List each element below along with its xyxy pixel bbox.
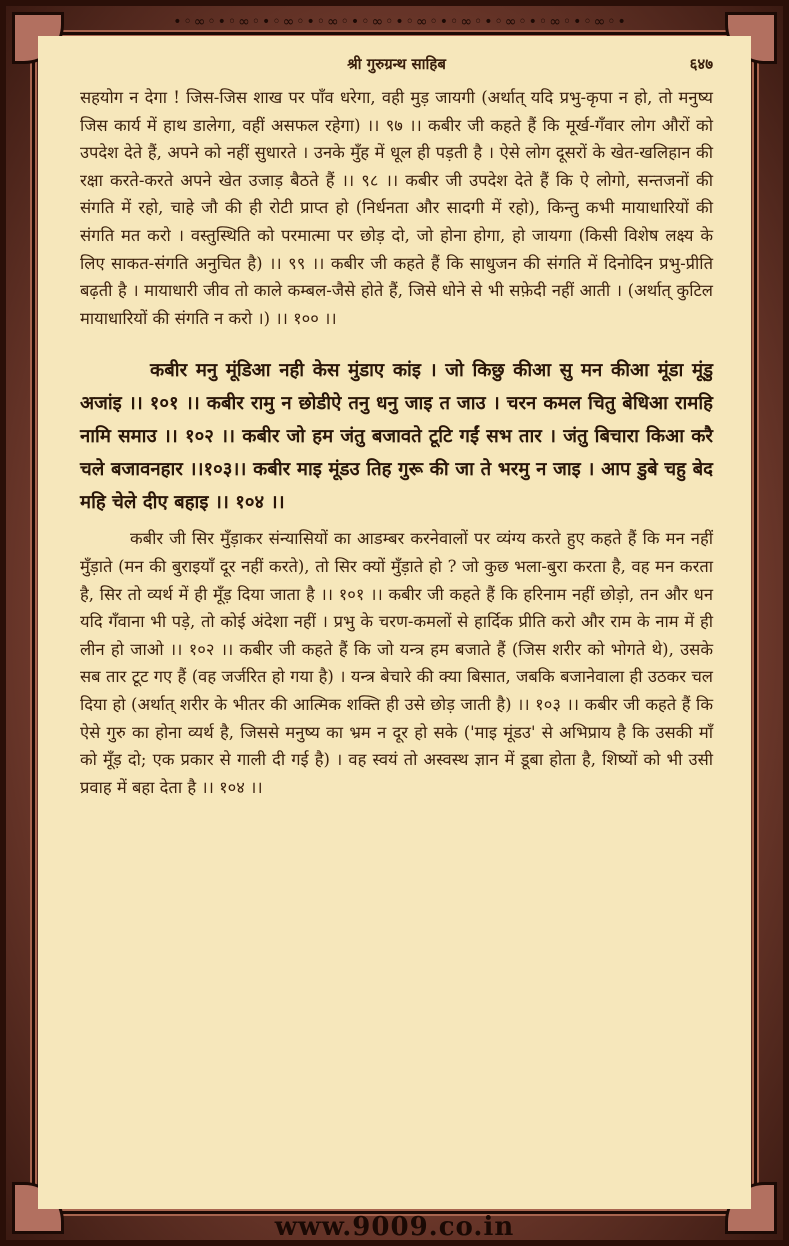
website-link[interactable]: www.9009.co.in xyxy=(274,1212,515,1242)
book-page xyxy=(38,36,751,1209)
page-header xyxy=(80,54,713,82)
verse-block: कबीर मनु मूंडिआ नही केस मुंडाए कांइ । जो किछु कीआ सु मन कीआ मूंडा मूंडु अजांइ ।। १०१ ।। कबीर रामु न छोडीऐ तनु धनु जाइ त जाउ । चरन कमल चितु बेधिआ रामहि नामि समाउ ।। १०२ ।। कबीर जो हम जंतु बजावते टूटि गईं सभ तार । जंतु बिचारा किआ करै चले बजावनहार ।।१०३।। कबीर माइ मूंडउ तिह गुरू की जा ते भरमु न जाइ । आप डुबे चहु बेद महि चेले दीए बहाइ ।। १०४ ।। xyxy=(80,360,713,514)
top-ornament: •◦∞◦•◦∞◦•◦∞◦•◦∞◦•◦∞◦•◦∞◦•◦∞◦•◦∞◦•◦∞◦•◦∞◦• xyxy=(173,14,628,30)
commentary-paragraph: सहयोग न देगा ! जिस-जिस शाख पर पाँव धरेगा, वही मुड़ जायगी (अर्थात् यदि प्रभु-कृपा न हो, तो मनुष्य जिस कार्य में हाथ डालेगा, वहीं असफल रहेगा) ।। ९७ ।। कबीर जी कहते हैं कि मूर्ख-गँवार लोग औरों को उपदेश देते हैं, अपने को नहीं सुधारते । उनके मुँह में धूल ही पड़ती है । ऐसे लोग दूसरों के खेत-खलिहान की रक्षा करते-करते अपने खेत उजाड़ बैठते हैं ।। ९८ ।। कबीर जी उपदेश देते हैं कि ऐ लोगो, सन्तजनों की संगति में रहो, चाहे जौ की ही रोटी प्राप्त हो (निर्धनता और सादगी में रहो), किन्तु कभी मायाधारियों की संगति मत करो । वस्तुस्थिति को परमात्मा पर छोड़ दो, जो होना होगा, हो जायगा (किसी विशेष लक्ष्य के लिए साकत-संगति अनुचित है) ।। ९९ ।। कबीर जी कहते हैं कि साधुजन की संगति में दिनोदिन प्रभु-प्रीति बढ़ती है । मायाधारी जीव तो काले कम्बल-जैसे होते हैं, जिसे धोने से भी सफ़ेदी नहीं आती । (अर्थात् कुटिल मायाधारियों की संगति न करो ।) ।। १०० ।। xyxy=(80,88,713,328)
page-number: ६४७ xyxy=(689,55,713,73)
commentary-paragraph: कबीर जी सिर मुँड़ाकर संन्यासियों का आडम्बर करनेवालों पर व्यंग्य करते हुए कहते हैं कि मन नहीं मुँड़ाते (मन की बुराइयाँ दूर नहीं करते), तो सिर क्यों मुँड़ाते हो ? जो कुछ भला-बुरा करता है, वह मन करता है, सिर तो व्यर्थ में ही मूँड़ दिया जाता है ।। १०१ ।। कबीर जी कहते हैं कि हरिनाम नहीं छोड़ो, तन और धन यदि गँवाना भी पड़े, तो कोई अंदेशा नहीं । प्रभु के चरण-कमलों से हार्दिक प्रीति करो और राम के नाम में ही लीन हो जाओ ।। १०२ ।। कबीर जी कहते हैं कि जो यन्त्र हम बजाते हैं (जिस शरीर को भोगते थे), उसके सब तार टूट गए हैं (वह जर्जरित हो गया है) । यन्त्र बेचारे की क्या बिसात, जबकि बजानेवाला ही उठकर चल दिया हो (अर्थात् शरीर के भीतर की आत्मिक शक्ति ही उसे छोड़ जाती है) ।। १०३ ।। कबीर जी कहते हैं कि ऐसे गुरु का होना व्यर्थ है, जिससे मनुष्य का भ्रम न दूर हो सके ('माइ मूंडउ' से अभिप्राय है कि उसकी माँ को मूँड़ दो; एक प्रकार से गाली दी गई है) । वह स्वयं तो अस्वस्थ ज्ञान में डूबा होता है, शिष्यों को भी उसी प्रवाह में बहा देता है ।। १०४ ।। xyxy=(80,529,713,797)
book-title: श्री गुरुग्रन्थ साहिब xyxy=(347,55,446,73)
